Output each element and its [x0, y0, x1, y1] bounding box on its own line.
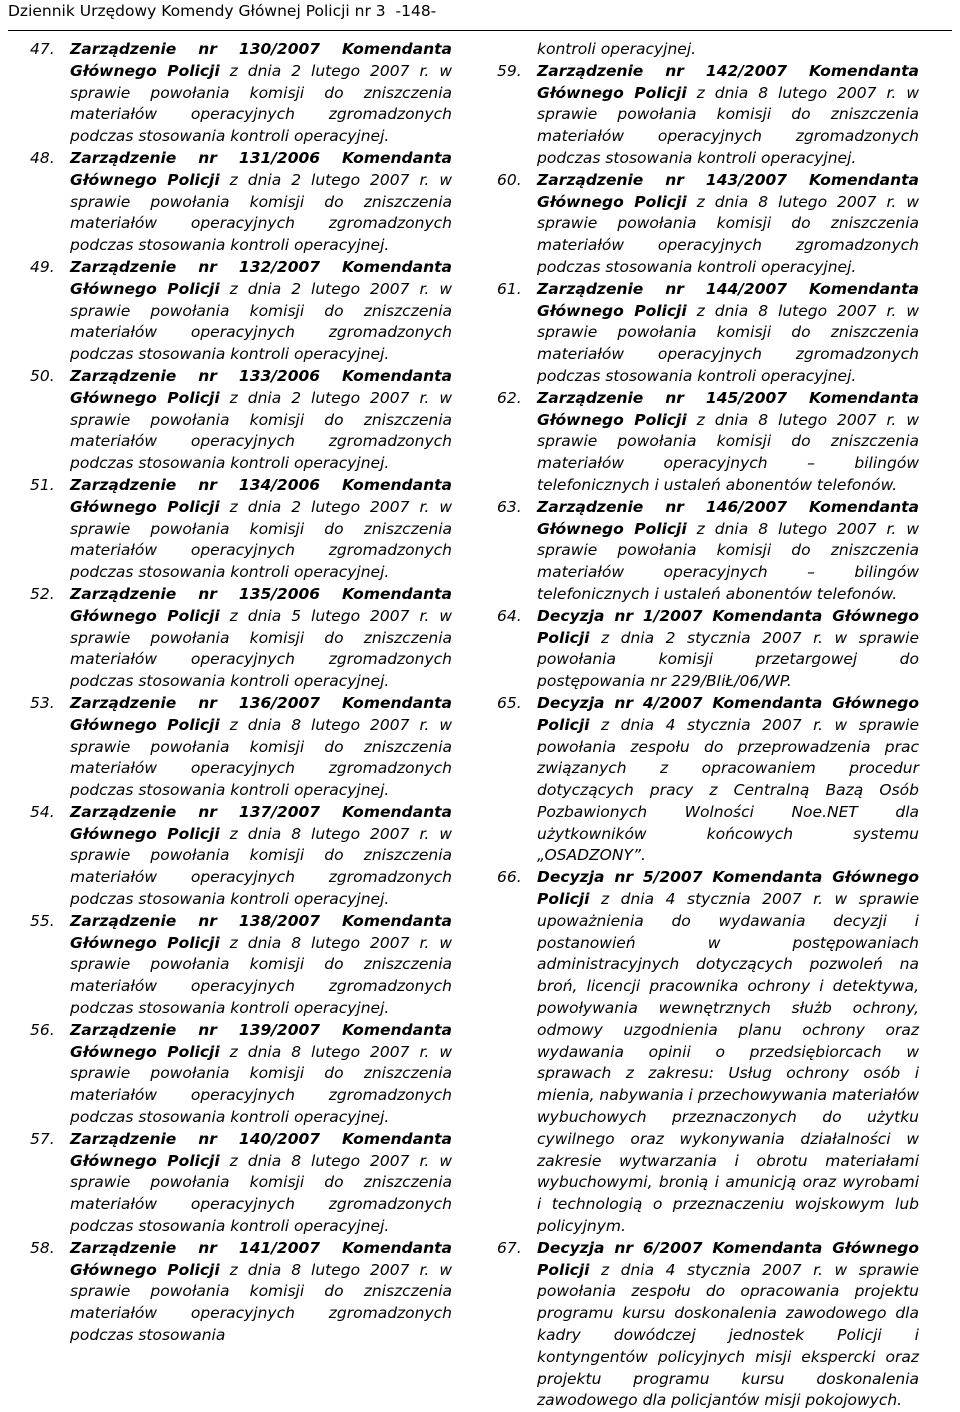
item-number: 58. — [30, 1238, 55, 1257]
item-description: z dnia 8 lutego 2007 r. w sprawie powołania komisji do zniszczenia materiałów operacyjnych – bilingów telefonicznych i ustaleń abonentów telefonów. — [537, 410, 919, 494]
item-description: z dnia 4 stycznia 2007 r. w sprawie powołania zespołu do opracowania projektu programu kursu doskonalenia zawodowego dla kadry dowódczej jednostek Policji i kontyngentów policyjnych misji ekspercki oraz projektu programu kursu doskonalenia zawodowego dla policjantów misji pokojowych. — [537, 1260, 919, 1410]
item-number: 60. — [497, 170, 522, 189]
item-title: Zarządzenie nr 141/2007 Komendanta Głównego Policji — [70, 1238, 452, 1279]
item-title: Zarządzenie nr 134/2006 Komendanta Głównego Policji — [70, 475, 452, 516]
list-item — [497, 61, 919, 170]
item-description: z dnia 2 lutego 2007 r. w sprawie powołania komisji do zniszczenia materiałów operacyjnych zgromadzonych podczas stosowania kontroli operacyjnej. — [70, 497, 452, 582]
item-description: z dnia 8 lutego 2007 r. w sprawie powołania komisji do zniszczenia materiałów operacyjnych – bilingów telefonicznych i ustaleń abonentów telefonów. — [537, 519, 919, 603]
page-header — [8, 0, 952, 32]
continuation-text: kontroli operacyjnej. — [537, 40, 697, 58]
item-text — [537, 170, 919, 279]
list-item — [30, 366, 452, 475]
item-number: 62. — [497, 388, 522, 407]
item-description: z dnia 8 lutego 2007 r. w sprawie powołania komisji do zniszczenia materiałów operacyjnych zgromadzonych podczas stosowania kontroli operacyjnej. — [70, 715, 452, 800]
item-title: Zarządzenie nr 135/2006 Komendanta Głównego Policji — [70, 584, 452, 625]
item-text — [70, 1129, 452, 1238]
item-text — [537, 279, 919, 388]
item-number: 63. — [497, 497, 522, 516]
list-item — [497, 867, 919, 1238]
left-column — [30, 39, 452, 1347]
item-number: 49. — [30, 257, 55, 276]
item-description: z dnia 2 lutego 2007 r. w sprawie powołania komisji do zniszczenia materiałów operacyjnych zgromadzonych podczas stosowania kontroli operacyjnej. — [70, 170, 452, 255]
item-description: z dnia 8 lutego 2007 r. w sprawie powołania komisji do zniszczenia materiałów operacyjnych zgromadzonych podczas stosowania kontroli operacyjnej. — [70, 1042, 452, 1127]
item-title: Zarządzenie nr 144/2007 Komendanta Głównego Policji — [537, 279, 919, 320]
item-title: Zarządzenie nr 130/2007 Komendanta Głównego Policji — [70, 40, 452, 80]
item-number: 50. — [30, 366, 55, 385]
item-text — [70, 1238, 452, 1347]
item-text — [70, 911, 452, 1020]
header-divider — [8, 30, 952, 31]
item-description: z dnia 2 lutego 2007 r. w sprawie powołania komisji do zniszczenia materiałów operacyjnych zgromadzonych podczas stosowania kontroli operacyjnej. — [70, 388, 452, 473]
item-number: 56. — [30, 1020, 55, 1039]
item-number: 67. — [497, 1238, 522, 1257]
item-number: 53. — [30, 693, 55, 712]
page-number: -148- — [395, 2, 437, 20]
list-item — [497, 497, 919, 606]
item-text — [70, 475, 452, 584]
item-number: 57. — [30, 1129, 55, 1148]
list-item — [497, 388, 919, 497]
item-text — [537, 497, 919, 606]
item-title: Zarządzenie nr 143/2007 Komendanta Głównego Policji — [537, 170, 919, 211]
item-text — [537, 1238, 919, 1412]
item-description: z dnia 5 lutego 2007 r. w sprawie powołania komisji do zniszczenia materiałów operacyjnych zgromadzonych podczas stosowania kontroli operacyjnej. — [70, 606, 452, 691]
item-title: Zarządzenie nr 139/2007 Komendanta Głównego Policji — [70, 1020, 452, 1061]
item-description: z dnia 8 lutego 2007 r. w sprawie powołania komisji do zniszczenia materiałów operacyjnych zgromadzonych podczas stosowania kontroli operacyjnej. — [537, 301, 919, 385]
item-title: Zarządzenie nr 137/2007 Komendanta Głównego Policji — [70, 802, 452, 843]
item-number: 52. — [30, 584, 55, 603]
item-description: z dnia 8 lutego 2007 r. w sprawie powołania komisji do zniszczenia materiałów operacyjnych zgromadzonych podczas stosowania kontroli operacyjnej. — [70, 933, 452, 1018]
item-number: 64. — [497, 606, 522, 625]
list-item — [30, 1020, 452, 1129]
item-description: z dnia 8 lutego 2007 r. w sprawie powołania komisji do zniszczenia materiałów operacyjnych zgromadzonych podczas stosowania kontroli operacyjnej. — [70, 1151, 452, 1236]
item-number: 65. — [497, 693, 522, 712]
item-description: z dnia 2 lutego 2007 r. w sprawie powołania komisji do zniszczenia materiałów operacyjnych zgromadzonych podczas stosowania kontroli operacyjnej. — [70, 279, 452, 364]
list-item — [30, 911, 452, 1020]
list-item — [497, 170, 919, 279]
item-text — [537, 61, 919, 170]
item-text — [537, 606, 919, 693]
item-title: Decyzja nr 4/2007 Komendanta Głównego Policji — [537, 693, 919, 734]
list-item — [30, 257, 452, 366]
item-number: 48. — [30, 148, 55, 167]
item-text — [70, 1020, 452, 1129]
item-title: Decyzja nr 5/2007 Komendanta Głównego Policji — [537, 868, 919, 909]
item-number: 51. — [30, 475, 55, 494]
list-item — [30, 475, 452, 584]
item-text — [70, 148, 452, 257]
item-description: z dnia 8 lutego 2007 r. w sprawie powołania komisji do zniszczenia materiałów operacyjnych zgromadzonych podczas stosowania kontroli operacyjnej. — [537, 192, 919, 276]
item-description: z dnia 8 lutego 2007 r. w sprawie powołania komisji do zniszczenia materiałów operacyjnych zgromadzonych podczas stosowania kontroli operacyjnej. — [70, 824, 452, 909]
item-number: 66. — [497, 868, 522, 887]
item-description: z dnia 2 lutego 2007 r. w sprawie powołania komisji do zniszczenia materiałów operacyjnych zgromadzonych podczas stosowania kontroli operacyjnej. — [70, 61, 452, 146]
item-description: z dnia 8 lutego 2007 r. w sprawie powołania komisji do zniszczenia materiałów operacyjnych zgromadzonych podczas stosowania — [70, 1260, 452, 1345]
list-item — [497, 606, 919, 693]
item-text — [537, 388, 919, 497]
right-column — [497, 39, 919, 1412]
item-text — [70, 39, 452, 148]
item-text — [70, 257, 452, 366]
list-item — [30, 148, 452, 257]
item-description: z dnia 4 stycznia 2007 r. w sprawie upoważnienia do wydawania decyzji i postanowień w postępowaniach administracyjnych dotyczących pozwoleń na broń, licencji pracownika ochrony i detektywa, powoływania wewnętrznych służb ochrony, odmowy uzgodnienia planu ochrony oraz wydawania opinii o przedsiębiorcach w sprawach z zakresu: Usług ochrony osób i mienia, nabywania i przechowywania materiałów wybuchowych przeznaczonych do użytku cywilnego oraz wykonywania działalności w zakresie wytwarzania i obrotu materiałami wybuchowymi, bronią i amunicją oraz wyrobami i technologią o przeznaczeniu wojskowym lub policyjnym. — [537, 890, 920, 1236]
item-text — [70, 584, 452, 693]
journal-title: Dziennik Urzędowy Komendy Głównej Policji nr 3 — [8, 2, 386, 20]
item-description: z dnia 2 stycznia 2007 r. w sprawie powołania komisji przetargowej do postępowania nr 229/BIiŁ/06/WP. — [537, 628, 919, 691]
list-item — [30, 802, 452, 911]
list-item — [30, 1129, 452, 1238]
item-title: Zarządzenie nr 142/2007 Komendanta Głównego Policji — [537, 61, 919, 102]
item-title: Zarządzenie nr 131/2006 Komendanta Głównego Policji — [70, 148, 452, 189]
item-title: Zarządzenie nr 136/2007 Komendanta Głównego Policji — [70, 693, 452, 734]
item-title: Decyzja nr 6/2007 Komendanta Głównego Policji — [537, 1238, 919, 1279]
item-text — [70, 693, 452, 802]
item-text — [70, 366, 452, 475]
list-item — [30, 584, 452, 693]
list-item — [497, 279, 919, 388]
item-title: Decyzja nr 1/2007 Komendanta Głównego Policji — [537, 606, 919, 647]
item-title: Zarządzenie nr 140/2007 Komendanta Głównego Policji — [70, 1129, 452, 1170]
item-number: 55. — [30, 911, 55, 930]
item-number: 47. — [30, 40, 55, 58]
item-number: 54. — [30, 802, 55, 821]
item-title: Zarządzenie nr 138/2007 Komendanta Głównego Policji — [70, 911, 452, 952]
item-text — [537, 693, 919, 867]
item-description: z dnia 8 lutego 2007 r. w sprawie powołania komisji do zniszczenia materiałów operacyjnych zgromadzonych podczas stosowania kontroli operacyjnej. — [537, 83, 919, 167]
list-item — [497, 693, 919, 867]
item-number: 59. — [497, 61, 522, 80]
list-item — [30, 693, 452, 802]
item-title: Zarządzenie nr 133/2006 Komendanta Głównego Policji — [70, 366, 452, 407]
list-item — [30, 1238, 452, 1347]
item-title: Zarządzenie nr 146/2007 Komendanta Głównego Policji — [537, 497, 919, 538]
item-text — [537, 867, 919, 1238]
item-title: Zarządzenie nr 145/2007 Komendanta Głównego Policji — [537, 388, 919, 429]
list-item — [30, 39, 452, 148]
list-item — [497, 1238, 919, 1412]
item-number: 61. — [497, 279, 522, 298]
item-text — [70, 802, 452, 911]
item-description: z dnia 4 stycznia 2007 r. w sprawie powołania zespołu do przeprowadzenia prac związanych z opracowaniem procedur dotyczących pracy z Centralną Bazą Osób Pozbawionych Wolności Noe.NET dla użytkowników końcowych systemu „OSADZONY”. — [537, 715, 919, 865]
item-title: Zarządzenie nr 132/2007 Komendanta Głównego Policji — [70, 257, 452, 298]
